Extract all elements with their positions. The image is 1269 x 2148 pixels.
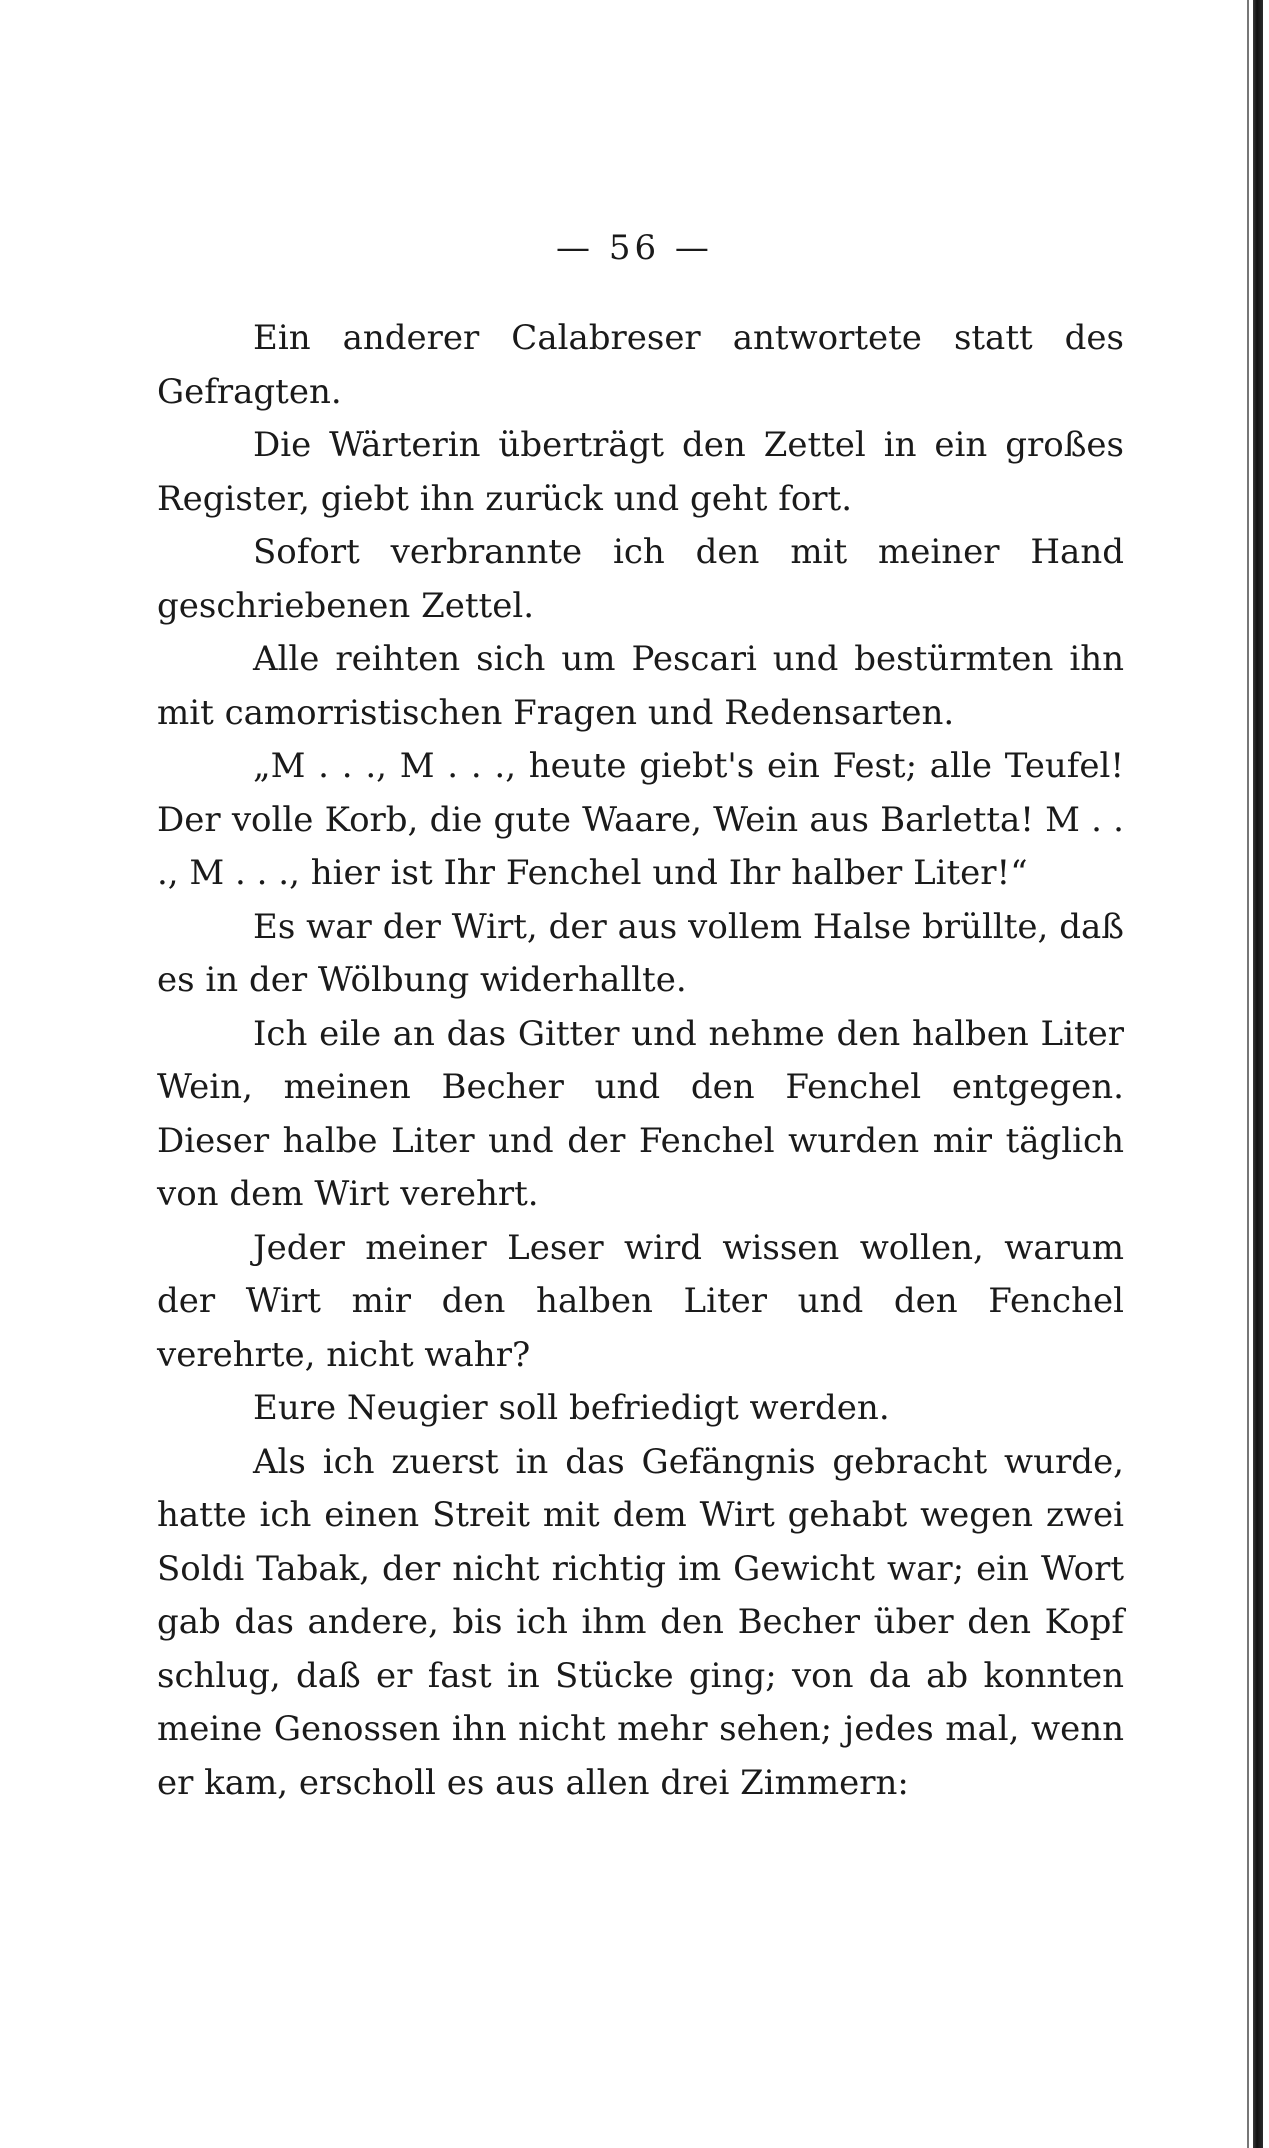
paragraph: Die Wärterin überträgt den Zettel in ein großes Register, giebt ihn zurück und geht fort.	[157, 425, 1124, 519]
paragraph: Eure Neugier soll befriedigt werden.	[253, 1388, 890, 1428]
paragraph: Alle reihten sich um Pescari und bestürmten ihn mit camorristischen Fragen und Redensarten.	[157, 639, 1124, 733]
paragraph: Ein anderer Calabreser antwortete statt des Gefragten.	[157, 318, 1124, 412]
binding-edge	[1253, 0, 1263, 2148]
paragraph: Es war der Wirt, der aus vollem Halse brüllte, daß es in der Wölbung widerhallte.	[157, 906, 1124, 1000]
paragraph: „M . . ., M . . ., heute giebt's ein Fest; alle Teufel! Der volle Korb, die gute Waare, Wein aus Barletta! M . . ., M . . ., hier ist Ihr Fenchel und Ihr halber Liter!“	[157, 746, 1124, 893]
body-text	[157, 312, 1124, 1810]
page-number: — 56 —	[556, 228, 713, 268]
paragraph: Als ich zuerst in das Gefängnis gebracht wurde, hatte ich einen Streit mit dem Wirt gehabt wegen zwei Soldi Tabak, der nicht richtig im Gewicht war; ein Wort gab das andere, bis ich ihm den Becher über den Kopf schlug, daß er fast in Stücke ging; von da ab konnten meine Genossen ihn nicht mehr sehen; jedes mal, wenn er kam, erscholl es aus allen drei Zimmern:	[157, 1441, 1124, 1803]
paragraph: Jeder meiner Leser wird wissen wollen, warum der Wirt mir den halben Liter und den Fenchel verehrte, nicht wahr?	[157, 1227, 1124, 1375]
binding-edge-line	[1247, 0, 1249, 2148]
paragraph: Sofort verbrannte ich den mit meiner Hand geschriebenen Zettel.	[157, 532, 1124, 626]
paragraph: Ich eile an das Gitter und nehme den halben Liter Wein, meinen Becher und den Fenchel entgegen. Dieser halbe Liter und der Fenchel wurden mir täglich von dem Wirt verehrt.	[157, 1013, 1124, 1214]
